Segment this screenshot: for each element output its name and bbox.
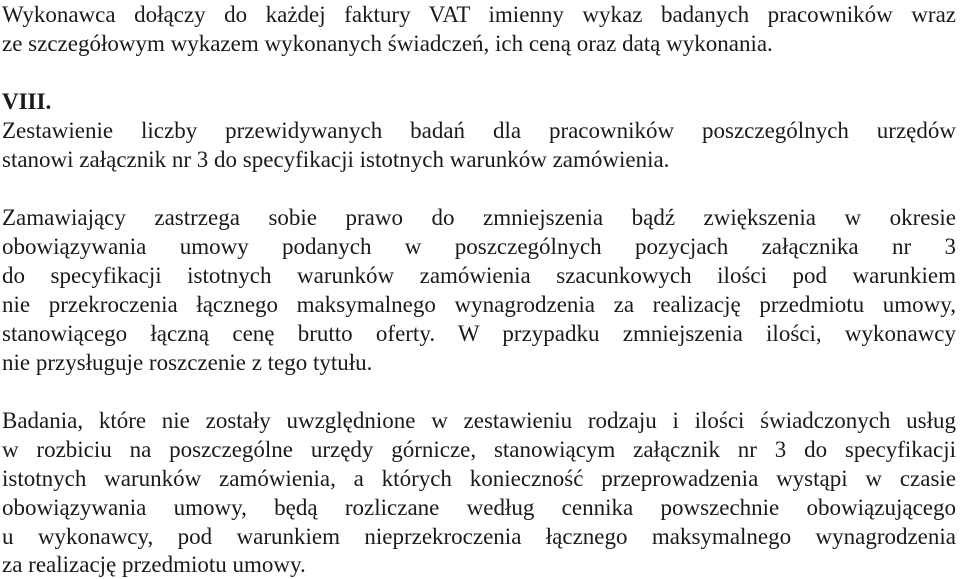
paragraph-2-line-2: obowiązywania umowy podanych w poszczególnych pozycjach załącznika nr 3	[2, 234, 956, 259]
paragraph-3-line-1: Badania, które nie zostały uwzględnione w zestawieniu rodzaju i ilości świadczonych usług	[2, 408, 956, 433]
paragraph-3-line-4: obowiązywania umowy, będą rozliczane według cennika powszechnie obowiązującego	[2, 495, 956, 520]
paragraph-2-line-4: nie przekroczenia łącznego maksymalnego wynagrodzenia za realizację przedmiotu umowy,	[2, 292, 956, 317]
intro-line-1: Wykonawca dołączy do każdej faktury VAT imienny wykaz badanych pracowników wraz	[2, 2, 956, 27]
paragraph-3-line-2: w rozbiciu na poszczególne urzędy górnicze, stanowiącym załącznik nr 3 do specyfikacji	[2, 437, 956, 462]
paragraph-2-line-5: stanowiącego łączną cenę brutto oferty. W przypadku zmniejszenia ilości, wykonawcy	[2, 321, 956, 346]
paragraph-3-line-3: istotnych warunków zamówienia, a których konieczność przeprowadzenia wystąpi w czasie	[2, 466, 956, 491]
paragraph-2-line-3: do specyfikacji istotnych warunków zamówienia szacunkowych ilości pod warunkiem	[2, 263, 956, 288]
section-number: VIII.	[2, 89, 52, 114]
paragraph-2-line-6: nie przysługuje roszczenie z tego tytułu.	[2, 350, 373, 375]
section-line-2: stanowi załącznik nr 3 do specyfikacji istotnych warunków zamówienia.	[2, 147, 670, 172]
paragraph-3-line-5: u wykonawcy, pod warunkiem nieprzekroczenia łącznego maksymalnego wynagrodzenia	[2, 524, 956, 549]
paragraph-3-line-6: za realizację przedmiotu umowy.	[2, 552, 306, 577]
paragraph-2-line-1: Zamawiający zastrzega sobie prawo do zmniejszenia bądź zwiększenia w okresie	[2, 205, 956, 230]
section-line-1: Zestawienie liczby przewidywanych badań dla pracowników poszczególnych urzędów	[2, 118, 956, 143]
intro-line-2: ze szczegółowym wykazem wykonanych świadczeń, ich ceną oraz datą wykonania.	[2, 31, 773, 56]
